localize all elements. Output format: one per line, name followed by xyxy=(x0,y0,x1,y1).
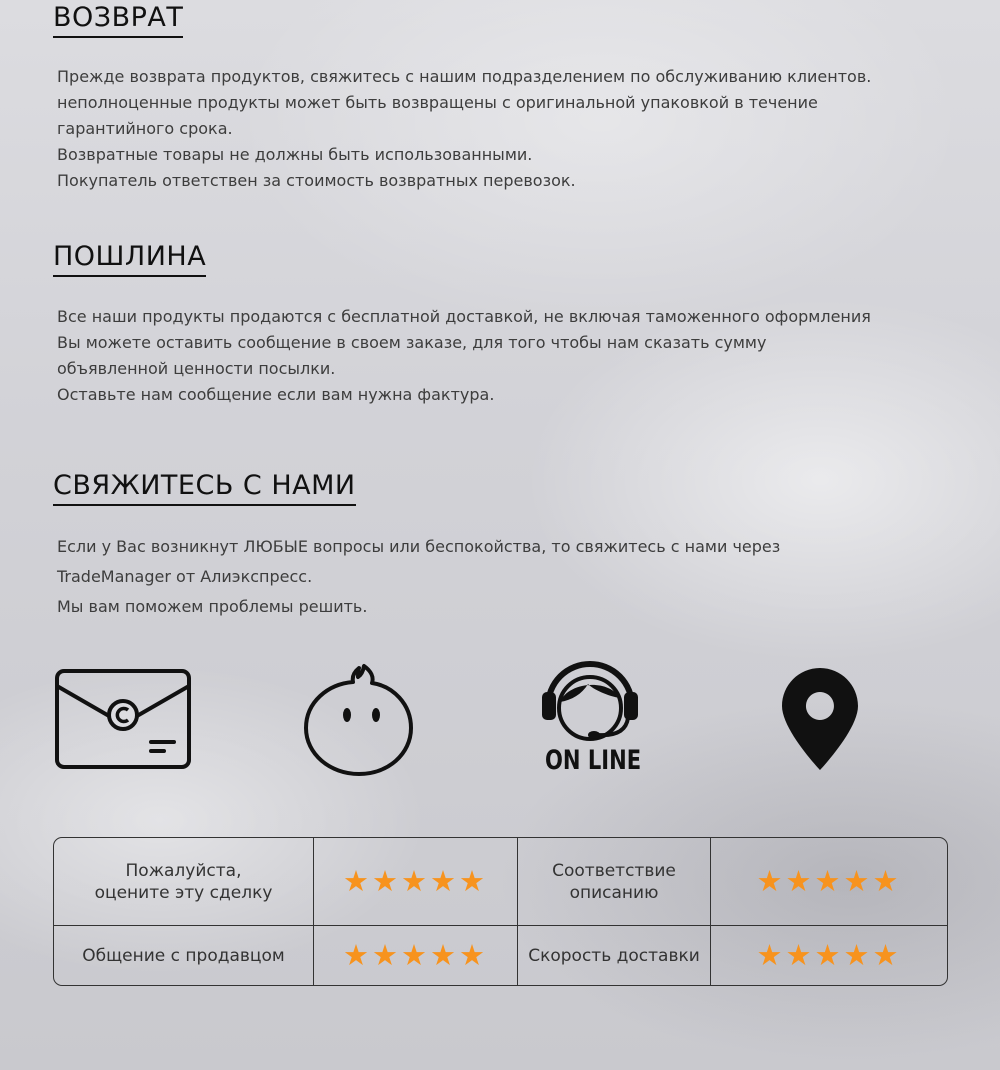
returns-line: Покупатель ответствен за стоимость возвратных перевозок. xyxy=(57,171,576,190)
star-icons[interactable]: ★★★★★ xyxy=(343,863,488,898)
rating-label-shipping: Скорость доставки xyxy=(518,926,711,985)
rating-stars-description[interactable] xyxy=(711,838,947,926)
trademanager-chat-icon[interactable] xyxy=(300,660,418,780)
duty-line: Оставьте нам сообщение если вам нужна фактура. xyxy=(57,385,495,404)
returns-line: неполноценные продукты может быть возвращены с оригинальной упаковкой в течение xyxy=(57,93,818,112)
rating-table xyxy=(53,837,948,986)
contact-title: СВЯЖИТЕСЬ С НАМИ xyxy=(53,470,356,506)
returns-line: гарантийного срока. xyxy=(57,119,233,138)
returns-title: ВОЗВРАТ xyxy=(53,2,183,38)
duty-line: объявленной ценности посылки. xyxy=(57,359,336,378)
duty-line: Все наши продукты продаются с бесплатной доставкой, не включая таможенного оформления xyxy=(57,307,871,326)
table-row xyxy=(54,838,947,926)
rating-stars-shipping[interactable] xyxy=(711,926,947,985)
star-icons[interactable]: ★★★★★ xyxy=(756,863,902,898)
rating-label-communication: Общение с продавцом xyxy=(54,926,314,985)
returns-line: Возвратные товары не должны быть использованными. xyxy=(57,145,533,164)
contact-text xyxy=(57,532,957,622)
rating-stars-deal[interactable] xyxy=(314,838,518,926)
rating-stars-communication[interactable] xyxy=(314,926,518,985)
returns-text xyxy=(57,64,957,194)
online-support-headset-icon[interactable] xyxy=(538,656,642,748)
online-label: ON LINE xyxy=(545,745,642,776)
duty-text xyxy=(57,304,957,408)
contact-line: TradeManager от Алиэкспресс. xyxy=(57,567,313,586)
duty-title: ПОШЛИНА xyxy=(53,241,206,277)
duty-line: Вы можете оставить сообщение в своем заказе, для того чтобы нам сказать сумму xyxy=(57,333,767,352)
star-icons[interactable]: ★★★★★ xyxy=(343,937,488,972)
rating-label-deal: Пожалуйста, оцените эту сделку xyxy=(54,838,314,926)
contact-line: Мы вам поможем проблемы решить. xyxy=(57,597,368,616)
rating-label-description: Соответствие описанию xyxy=(518,838,711,926)
star-icons[interactable]: ★★★★★ xyxy=(756,937,902,972)
location-pin-icon[interactable] xyxy=(780,666,860,772)
table-row xyxy=(54,926,947,985)
email-envelope-icon[interactable] xyxy=(54,668,192,770)
contact-line: Если у Вас возникнут ЛЮБЫЕ вопросы или беспокойства, то свяжитесь с нами через xyxy=(57,537,781,556)
returns-line: Прежде возврата продуктов, свяжитесь с нашим подразделением по обслуживанию клиентов. xyxy=(57,67,872,86)
